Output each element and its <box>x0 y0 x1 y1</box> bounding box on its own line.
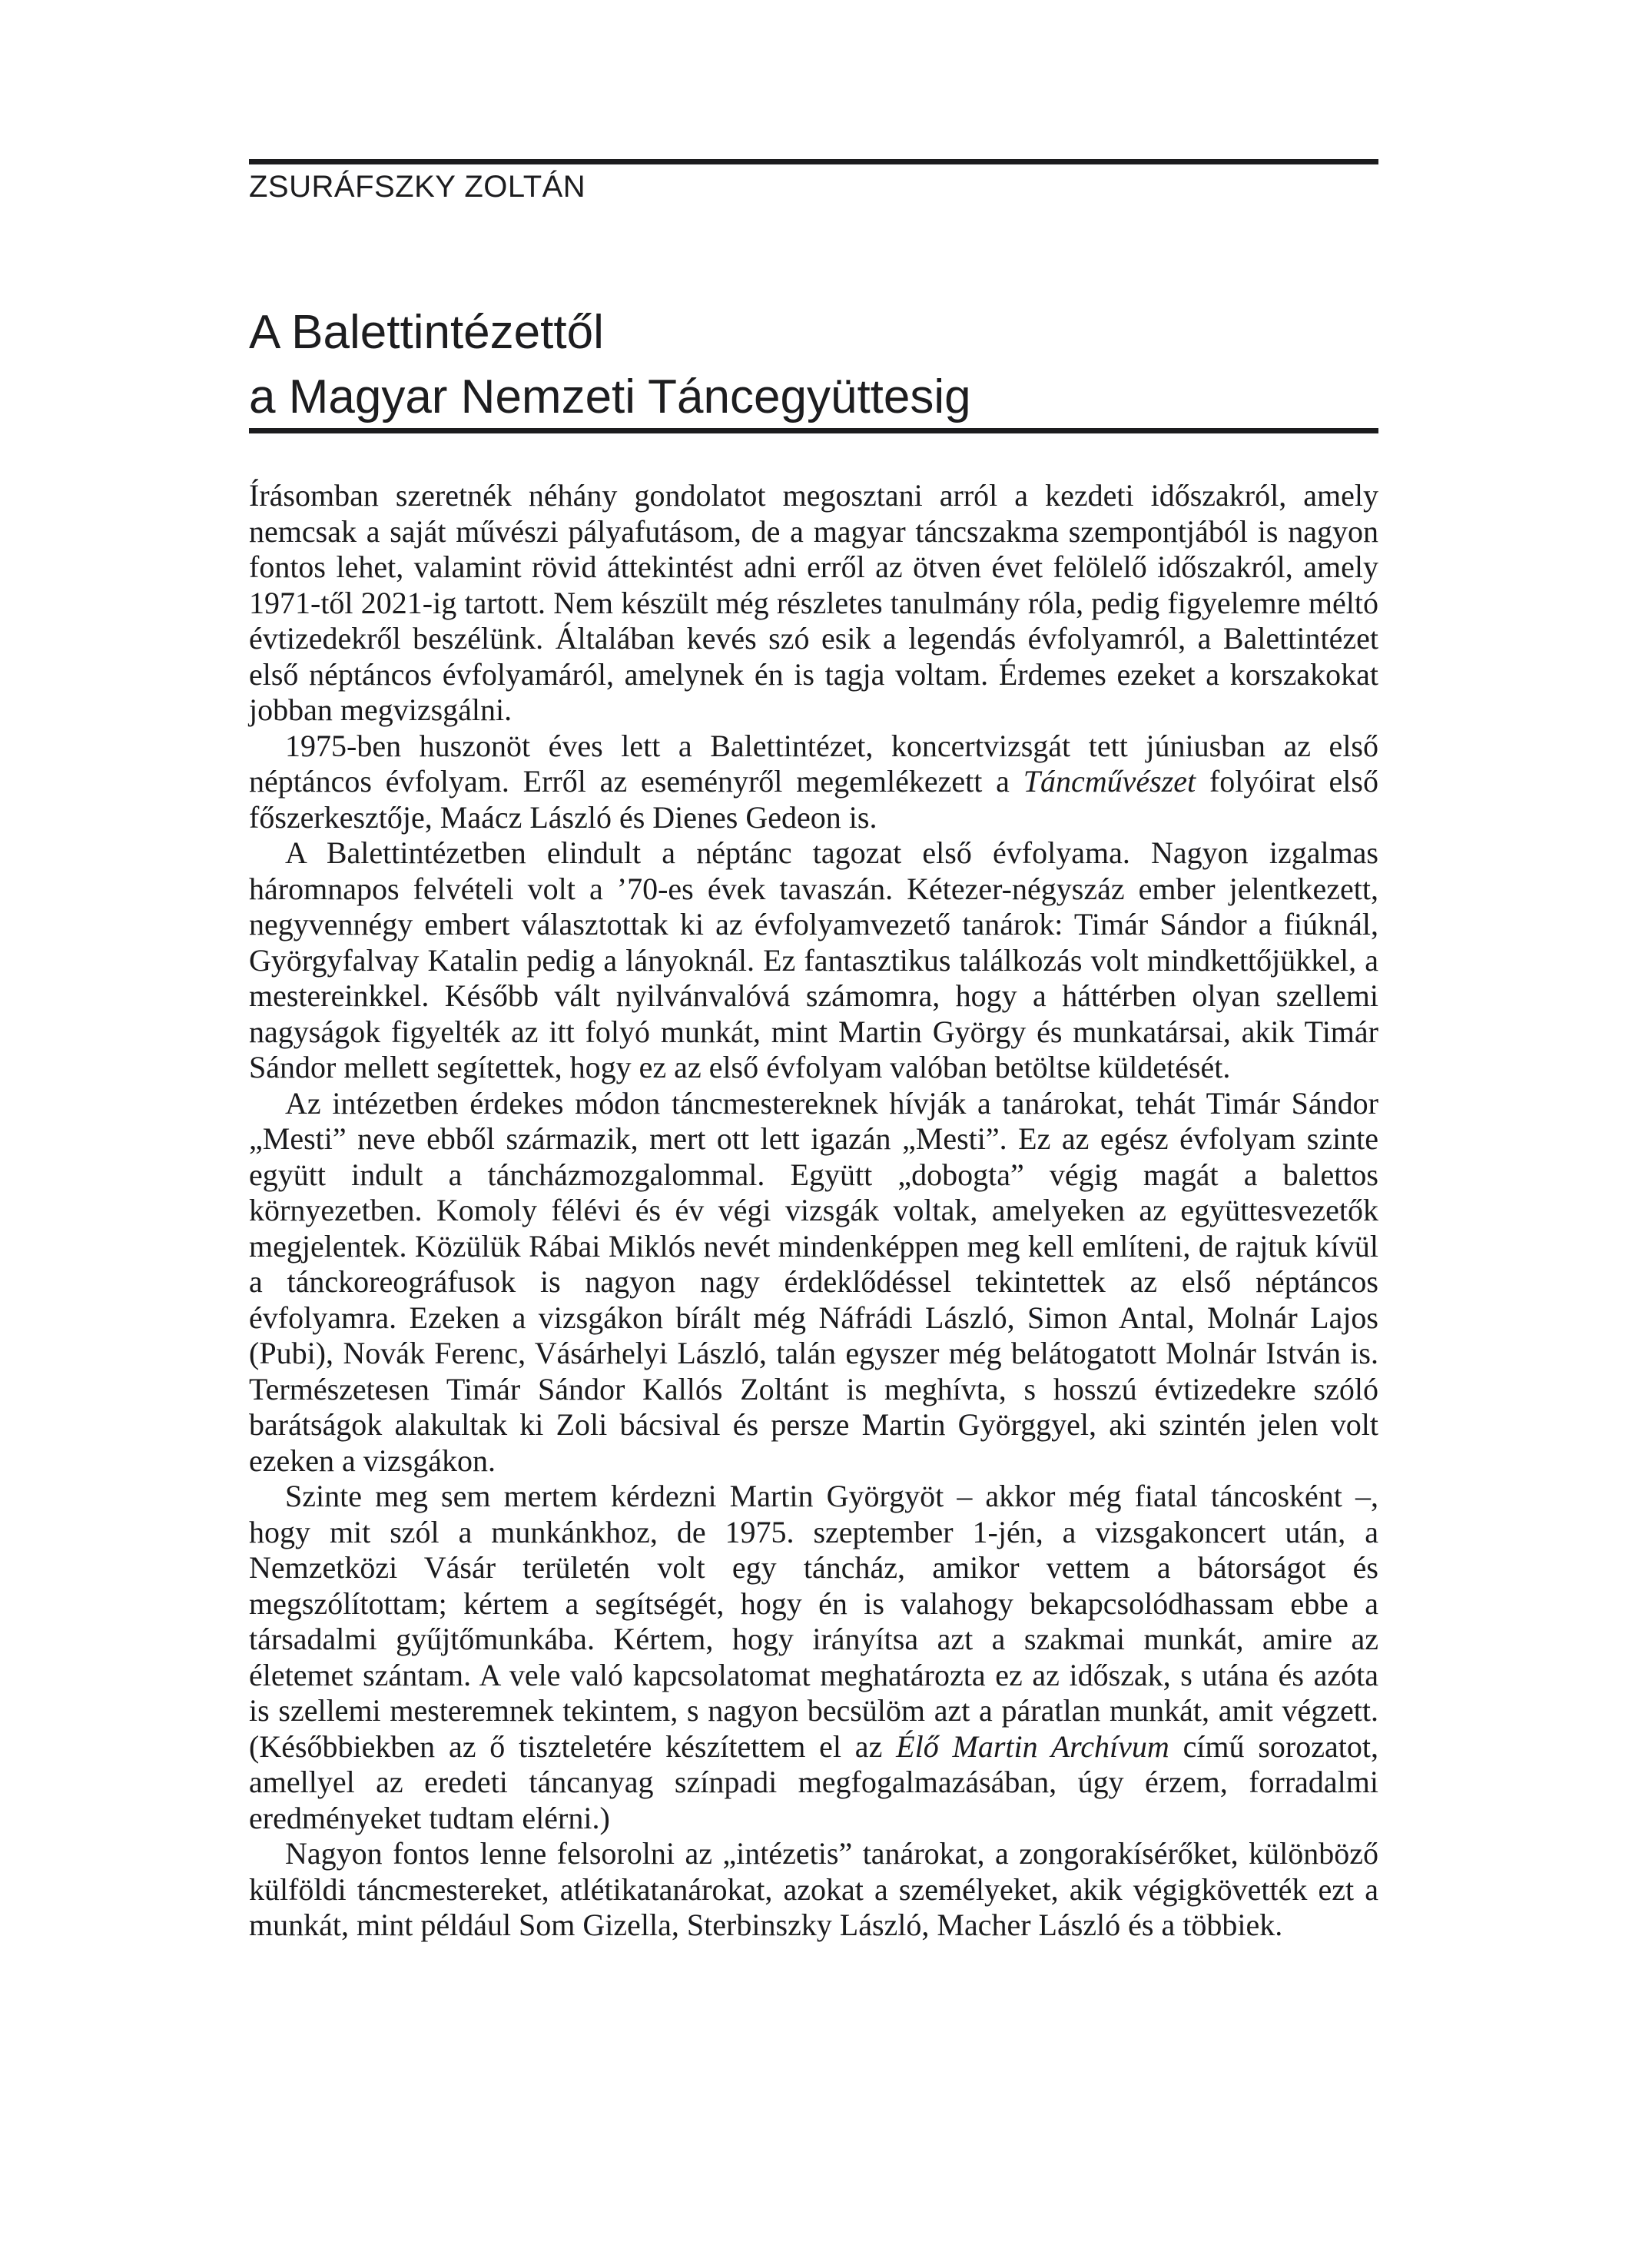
paragraph <box>249 1479 1378 1836</box>
title-line-2: a Magyar Nemzeti Táncegyüttesig <box>249 370 971 423</box>
header-rule <box>249 159 1378 164</box>
paragraph <box>249 729 1378 836</box>
paragraph <box>249 1086 1378 1479</box>
text-segment: Nagyon fontos lenne felsorolni az „intézetis” tanárokat, a zongorakísérőket, különböző külföldi táncmestereket, atlétikatanárokat, azokat a személyeket, akik végigkövették ezt a munkát, mint például Som Gizella, Sterbinszky László, Macher László és a többiek. <box>249 1836 1378 1942</box>
italic-text-segment: Élő Martin Archívum <box>896 1728 1169 1764</box>
article-body <box>249 478 1378 1944</box>
text-segment: Írásomban szeretnék néhány gondolatot megosztani arról a kezdeti időszakról, amely nemcsak a saját művészi pályafutásom, de a magyar táncszakma szempontjából is nagyon fontos lehet, valamint rövid áttekintést adni erről az ötven évet felölelő időszakról, amely 1971-től 2021-ig tartott. Nem készült még részletes tanulmány róla, pedig figyelemre méltó évtizedekről beszélünk. Általában kevés szó esik a legendás évfolyamról, a Balettintézet első néptáncos évfolyamáról, amelynek én is tagja voltam. Érdemes ezeket a korszakokat jobban megvizsgálni. <box>249 478 1378 727</box>
paragraph <box>249 478 1378 729</box>
title-rule <box>249 428 1378 433</box>
text-segment: A Balettintézetben elindult a néptánc tagozat első évfolyama. Nagyon izgalmas háromnapos felvételi volt a ’70-es évek tavaszán. Kétezer-négyszáz ember jelentkezett, negyvennégy embert választottak ki az évfolyamvezető tanárok: Timár Sándor a fiúknál, Györgyfalvay Katalin pedig a lányoknál. Ez fantasztikus találkozás volt mindkettőjükkel, a mestereinkkel. Később vált nyilvánvalóvá számomra, hogy a háttérben olyan szellemi nagyságok figyelték az itt folyó munkát, mint Martin György és munkatársai, akik Timár Sándor mellett segítettek, hogy ez az első évfolyam valóban betöltse küldetését. <box>249 835 1378 1084</box>
author-name: ZSURÁFSZKY ZOLTÁN <box>249 170 586 204</box>
text-segment: Az intézetben érdekes módon táncmestereknek hívják a tanárokat, tehát Timár Sándor „Mesti” neve ebből származik, mert ott lett igazán „Mesti”. Ez az egész évfolyam szinte együtt indult a táncházmozgalommal. Együtt „dobogta” végig magát a balettos környezetben. Komoly félévi és év végi vizsgák voltak, amelyeken az együttesvezetők megjelentek. Közülük Rábai Miklós nevét mindenképpen meg kell említeni, de rajtuk kívül a tánckoreográfusok is nagyon nagy érdeklődéssel tekintettek az első néptáncos évfolyamra. Ezeken a vizsgákon bírált még Náfrádi László, Simon Antal, Molnár Lajos (Pubi), Novák Ferenc, Vásárhelyi László, talán egyszer még belátogatott Molnár István is. Természetesen Timár Sándor Kallós Zoltánt is meghívta, s hosszú évtizedekre szóló barátságok alakultak ki Zoli bácsival és persze Martin Györggyel, aki szintén jelen volt ezeken a vizsgákon. <box>249 1085 1378 1478</box>
page-title <box>249 301 1378 430</box>
paragraph <box>249 835 1378 1086</box>
italic-text-segment: Táncművészet <box>1023 764 1196 799</box>
text-segment: folyóirat első főszerkesztője, Maácz László és Dienes Gedeon is. <box>249 764 1378 835</box>
text-segment: című sorozatot, amellyel az eredeti táncanyag színpadi megfogalmazásában, úgy érzem, forradalmi eredményeket tudtam elérni.) <box>249 1728 1378 1835</box>
text-segment: Szinte meg sem mertem kérdezni Martin Györgyöt – akkor még fiatal táncosként –, hogy mit szól a munkánkhoz, de 1975. szeptember 1-jén, a vizsgakoncert után, a Nemzetközi Vásár területén volt egy táncház, amikor vettem a bátorságot és megszólítottam; kértem a segítségét, hogy én is valahogy bekapcsolódhassam ebbe a társadalmi gyűjtőmunkába. Kértem, hogy irányítsa azt a szakmai munkát, amire az életemet szántam. A vele való kapcsolatomat meghatározta ez az időszak, s utána és azóta is szellemi mesteremnek tekintem, s nagyon becsülöm azt a páratlan munkát, amit végzett. (Későbbiekben az ő tiszteletére készítettem el az <box>249 1479 1378 1764</box>
title-line-1: A Balettintézettől <box>249 306 604 359</box>
paragraph <box>249 1836 1378 1944</box>
text-segment: 1975-ben huszonöt éves lett a Balettintézet, koncertvizsgát tett júniusban az első néptáncos évfolyam. Erről az eseményről megemlékezett a <box>249 728 1378 799</box>
